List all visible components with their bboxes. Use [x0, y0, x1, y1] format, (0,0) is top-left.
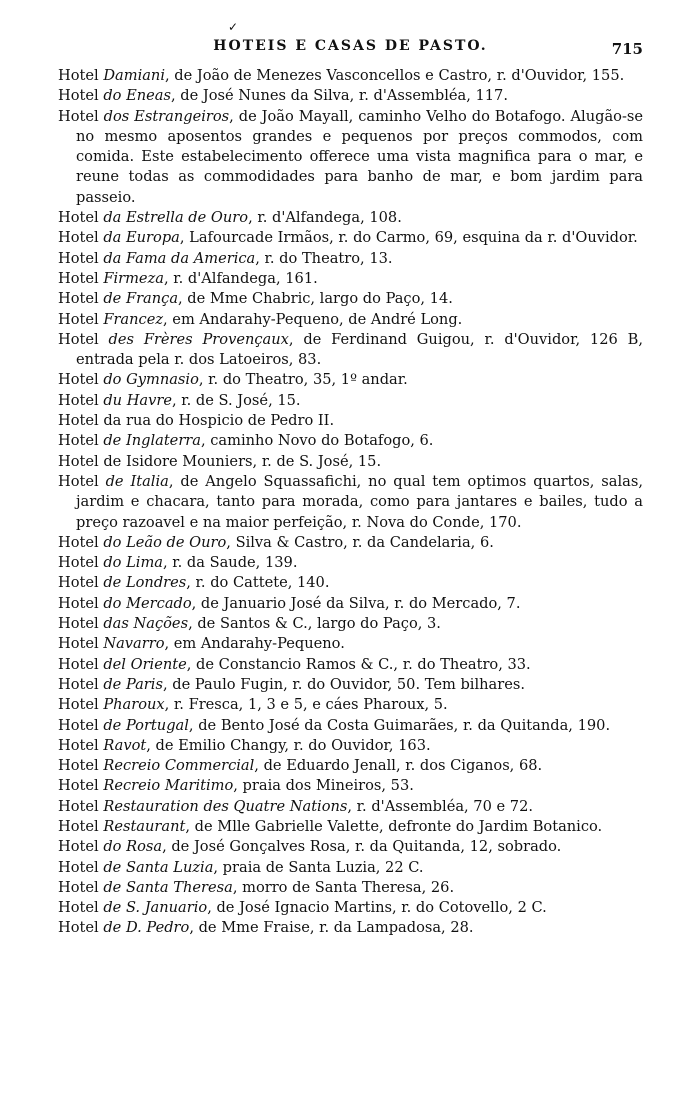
hotel-entry: [58, 228, 643, 248]
entry-details: , de José Ignacio Martins, r. do Cotovello, 2 C.: [207, 899, 547, 917]
hotel-entry: [58, 391, 643, 411]
hotel-entry: [58, 837, 643, 857]
entry-details: , morro de Santa Theresa, 26.: [232, 878, 455, 896]
hotel-name: do Mercado: [103, 594, 192, 612]
hotel-entry: [58, 310, 643, 330]
entry-prefix: Hotel: [58, 472, 106, 490]
hotel-entry: [58, 208, 643, 228]
hotel-name: das Nações: [103, 615, 189, 633]
entry-prefix: Hotel da rua do Hospicio de Pedro II.: [58, 412, 335, 430]
entry-prefix: Hotel: [58, 330, 109, 348]
entry-prefix: Hotel: [58, 107, 104, 125]
hotel-name: des Frères Provençaux: [108, 330, 289, 348]
hotel-name: de Londres: [103, 574, 187, 592]
hotel-name: de Santa Luzia: [103, 858, 214, 876]
entry-details: , de João de Menezes Vasconcellos e Castro, r. d'Ouvidor, 155.: [165, 67, 625, 84]
hotel-name: Pharoux: [103, 696, 165, 714]
hotel-entry: [58, 533, 643, 553]
hotel-entry: [58, 269, 643, 289]
entry-details: , de João Mayall, caminho Velho do Botafogo. Alugão-se no mesmo aposentos grandes e pequenos por preços commodos, com comida. Este estabelecimento offerece uma vista magnifica para o mar, e reune todas as commodidades para banho de mar, e bom jardim para passeio.: [76, 107, 643, 206]
hotel-name: Firmeza: [103, 269, 164, 287]
hotel-name: Damiani: [103, 67, 166, 84]
hotel-name: Restaurant: [103, 817, 186, 835]
entry-details: , r. de S. José, 15.: [172, 391, 301, 409]
entry-details: , de José Nunes da Silva, r. d'Assembléa, 117.: [170, 87, 508, 105]
hotel-name: do Leão de Ouro: [103, 533, 227, 551]
entry-details: , em Andarahy-Pequeno.: [164, 635, 345, 653]
hotel-name: de D. Pedro: [103, 919, 190, 937]
entry-details: , de Mme Chabric, largo do Paço, 14.: [178, 290, 453, 308]
entry-details: , r. do Theatro, 35, 1º andar.: [198, 371, 408, 389]
entry-prefix: Hotel: [58, 371, 104, 389]
hotel-name: dos Estrangeiros: [103, 107, 230, 125]
entry-prefix: Hotel: [58, 615, 104, 633]
entry-details: , de Mlle Gabrielle Valette, defronte do Jardim Botanico.: [185, 817, 603, 835]
hotel-name: Recreio Maritimo: [103, 777, 234, 795]
hotel-entry: [58, 370, 643, 390]
entry-prefix: Hotel: [58, 594, 104, 612]
hotel-name: de Portugal: [103, 716, 189, 734]
hotel-name: du Havre: [103, 391, 172, 409]
entry-prefix: Hotel: [58, 432, 104, 450]
hotel-entry: [58, 107, 643, 208]
entry-prefix: Hotel: [58, 838, 104, 856]
hotel-entry: [58, 86, 643, 106]
hotel-entry: [58, 898, 643, 918]
hotel-entry: [58, 431, 643, 451]
hotel-name: de Italia: [105, 472, 169, 490]
book-page: [58, 20, 643, 1100]
entry-prefix: Hotel: [58, 229, 104, 247]
hotel-name: de França: [103, 290, 179, 308]
entry-prefix: Hotel: [58, 310, 104, 328]
hotel-name: da Europa: [103, 229, 180, 247]
hotel-entry: [58, 918, 643, 938]
entry-details: , de Eduardo Jenall, r. dos Ciganos, 68.: [254, 757, 543, 775]
hotel-entry: [58, 716, 643, 736]
entry-prefix: Hotel: [58, 635, 104, 653]
entry-details: , de Januario José da Silva, r. do Mercado, 7.: [191, 594, 521, 612]
entry-details: , praia de Santa Luzia, 22 C.: [213, 858, 424, 876]
entry-details: , de Ferdinand Guigou, r. d'Ouvidor, 126 B, entrada pela r. dos Latoeiros, 83.: [76, 330, 643, 369]
entry-details: , r. d'Alfandega, 161.: [163, 269, 318, 287]
hotel-name: Recreio Commercial: [103, 757, 255, 775]
entry-prefix: Hotel: [58, 858, 104, 876]
entry-prefix: Hotel: [58, 574, 104, 592]
entry-details: , de Mme Fraise, r. da Lampadosa, 28.: [189, 919, 474, 937]
hotel-entry: [58, 66, 643, 86]
hotel-name: del Oriente: [103, 655, 187, 673]
entry-prefix: Hotel: [58, 269, 104, 287]
hotel-name: do Eneas: [103, 87, 171, 105]
entry-details: , r. Fresca, 1, 3 e 5, e cáes Pharoux, 5.: [164, 696, 448, 714]
hotel-entry: [58, 573, 643, 593]
entry-details: , de Angelo Squassafichi, no qual tem optimos quartos, salas, jardim e chacara, tanto para morada, como para jantares e bailes, tudo a preço razoavel e na maior perfeição, r. Nova do Conde, 170.: [76, 472, 643, 531]
hotel-name: da Fama da America: [103, 249, 256, 267]
hotel-entry: [58, 695, 643, 715]
ink-mark-icon: ✓: [228, 20, 239, 34]
hotel-entry: [58, 452, 643, 472]
entry-details: , de Bento José da Costa Guimarães, r. da Quitanda, 190.: [188, 716, 611, 734]
entry-details: , em Andarahy-Pequeno, de André Long.: [163, 310, 463, 328]
entry-details: , caminho Novo do Botafogo, 6.: [200, 432, 434, 450]
hotel-entry: [58, 289, 643, 309]
running-title: HOTEIS E CASAS DE PASTO.: [213, 38, 488, 54]
hotel-entry: [58, 472, 643, 533]
hotel-name: Restauration des Quatre Nations: [103, 797, 348, 815]
entry-prefix: Hotel: [58, 655, 104, 673]
entry-prefix: Hotel: [58, 878, 104, 896]
hotel-name: de Santa Theresa: [103, 878, 233, 896]
page-number: 715: [611, 40, 643, 58]
hotel-entry: [58, 553, 643, 573]
hotel-name: da Estrella de Ouro: [103, 209, 249, 227]
entry-details: , r. do Cattete, 140.: [186, 574, 330, 592]
hotel-name: de Paris: [103, 675, 163, 693]
entry-prefix: Hotel: [58, 67, 104, 84]
hotel-name: do Lima: [103, 554, 163, 572]
hotel-entry: [58, 675, 643, 695]
entry-prefix: Hotel: [58, 736, 104, 754]
hotel-entry: [58, 858, 643, 878]
entry-prefix: Hotel: [58, 675, 104, 693]
entry-prefix: Hotel: [58, 777, 104, 795]
entry-prefix: Hotel: [58, 533, 104, 551]
entry-details: , de Santos & C., largo do Paço, 3.: [188, 615, 441, 633]
hotel-name: do Gymnasio: [103, 371, 199, 389]
entry-prefix: Hotel: [58, 899, 104, 917]
entry-details: , de Paulo Fugin, r. do Ouvidor, 50. Tem bilhares.: [162, 675, 525, 693]
hotel-name: de S. Januario: [103, 899, 208, 917]
hotel-list: [58, 66, 643, 939]
hotel-name: Francez: [103, 310, 164, 328]
entry-details: , Lafourcade Irmãos, r. do Carmo, 69, esquina da r. d'Ouvidor.: [179, 229, 638, 247]
entry-details: , r. d'Alfandega, 108.: [248, 209, 402, 227]
hotel-entry: [58, 614, 643, 634]
entry-details: , r. do Theatro, 13.: [255, 249, 393, 267]
entry-prefix: Hotel: [58, 696, 104, 714]
entry-prefix: Hotel: [58, 249, 104, 267]
entry-prefix: Hotel: [58, 554, 104, 572]
hotel-entry: [58, 330, 643, 371]
hotel-entry: [58, 776, 643, 796]
entry-details: , de José Gonçalves Rosa, r. da Quitanda, 12, sobrado.: [162, 838, 562, 856]
entry-prefix: Hotel: [58, 797, 104, 815]
hotel-entry: [58, 878, 643, 898]
entry-prefix: Hotel de Isidore Mouniers, r. de S. José, 15.: [58, 452, 382, 470]
entry-prefix: Hotel: [58, 391, 104, 409]
entry-prefix: Hotel: [58, 716, 104, 734]
hotel-entry: [58, 634, 643, 654]
hotel-entry: [58, 756, 643, 776]
page-header: [58, 20, 643, 58]
entry-prefix: Hotel: [58, 87, 104, 105]
hotel-entry: [58, 594, 643, 614]
entry-details: , de Emilio Changy, r. do Ouvidor, 163.: [146, 736, 431, 754]
entry-prefix: Hotel: [58, 290, 104, 308]
hotel-entry: [58, 411, 643, 431]
hotel-entry: [58, 249, 643, 269]
entry-details: , r. d'Assembléa, 70 e 72.: [347, 797, 533, 815]
hotel-name: do Rosa: [103, 838, 163, 856]
hotel-entry: [58, 797, 643, 817]
entry-details: , Silva & Castro, r. da Candelaria, 6.: [226, 533, 494, 551]
hotel-name: Navarro: [103, 635, 165, 653]
entry-prefix: Hotel: [58, 919, 104, 937]
hotel-name: Ravot: [103, 736, 147, 754]
entry-details: , r. da Saude, 139.: [163, 554, 298, 572]
entry-details: , de Constancio Ramos & C., r. do Theatro, 33.: [186, 655, 531, 673]
entry-prefix: Hotel: [58, 817, 104, 835]
entry-prefix: Hotel: [58, 757, 104, 775]
entry-details: , praia dos Mineiros, 53.: [233, 777, 414, 795]
hotel-name: de Inglaterra: [103, 432, 201, 450]
entry-prefix: Hotel: [58, 209, 104, 227]
hotel-entry: [58, 817, 643, 837]
hotel-entry: [58, 655, 643, 675]
hotel-entry: [58, 736, 643, 756]
